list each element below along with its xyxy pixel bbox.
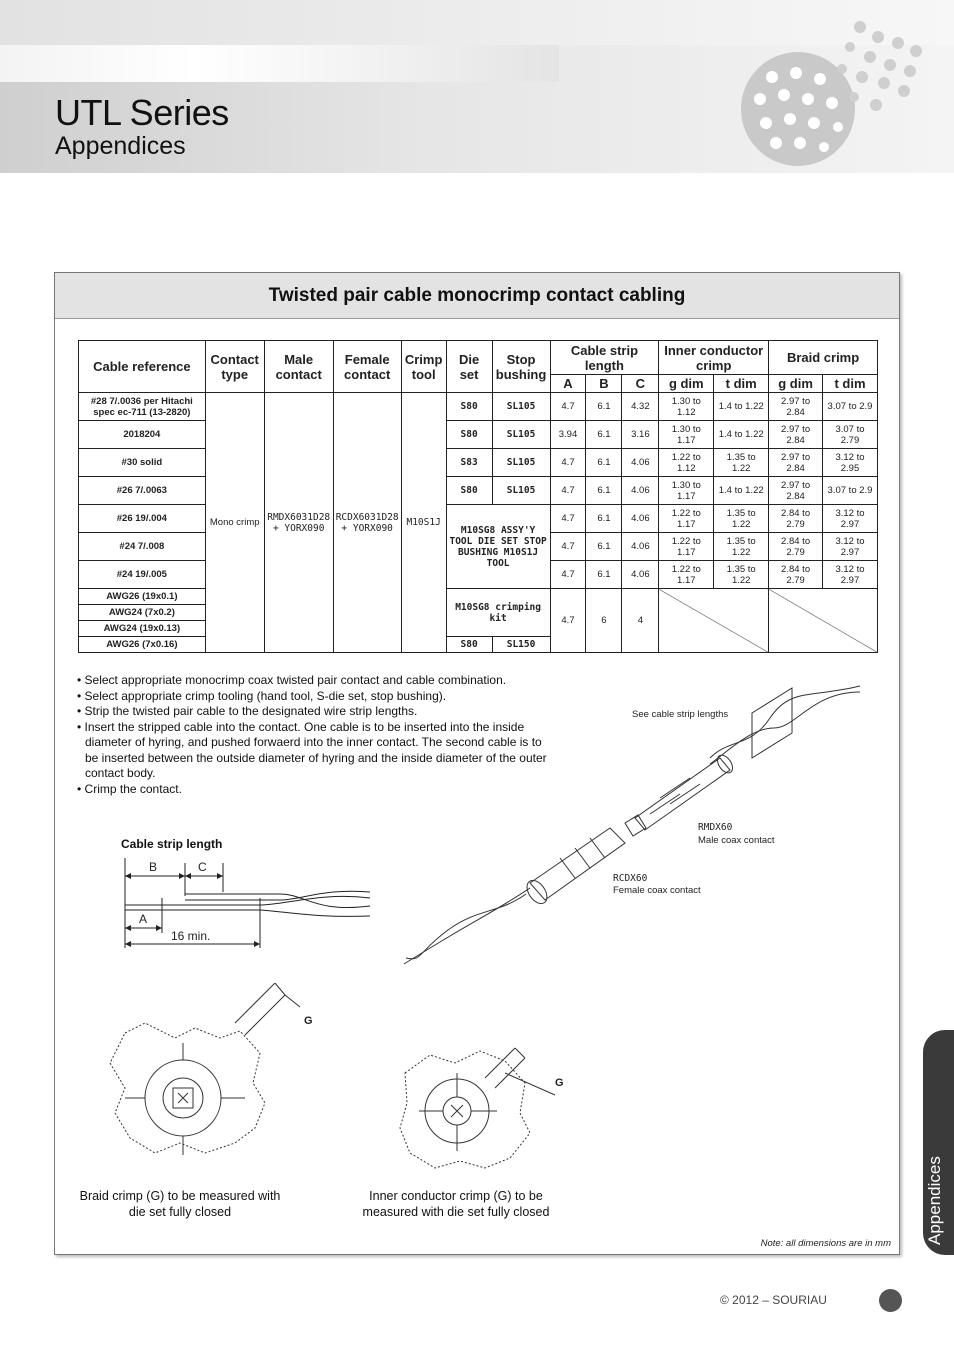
strip-a-cell: 4.7	[550, 589, 586, 653]
inner-crimp-na-cell	[659, 589, 769, 653]
col-die-set: Die set	[446, 341, 492, 393]
section-title: Appendices	[55, 132, 186, 160]
cable-ref-cell: #24 7/.008	[79, 533, 206, 561]
g-label-inner: G	[555, 1077, 564, 1089]
contact-type-cell: Mono crimp	[205, 393, 264, 653]
braid-g-cell: 2.97 to 2.84	[769, 477, 823, 505]
cable-ref-cell: AWG24 (7x0.2)	[79, 605, 206, 621]
strip-c-cell: 4.06	[622, 477, 659, 505]
stop-bushing-cell: SL105	[492, 449, 550, 477]
inner-g-cell: 1.22 to 1.17	[659, 533, 714, 561]
strip-a-cell: 4.7	[550, 477, 586, 505]
inner-g-cell: 1.30 to 1.17	[659, 421, 714, 449]
col-crimp-tool: Crimp tool	[401, 341, 446, 393]
strip-b-cell: 6.1	[586, 393, 622, 421]
list-item: • Insert the stripped cable into the contact. One cable is to be inserted into the inside diameter of hyring, and pushed forwaerd into the inner contact. The second cable is to be inserted between the outside diameter of hyring and the inside diameter of the outer contact body.	[77, 719, 547, 780]
col-inner-conductor-crimp: Inner conductor crimp	[659, 341, 769, 375]
col-female-contact: Female contact	[333, 341, 401, 393]
assy-tool-note: M10SG8 ASSY'Y TOOL DIE SET STOP BUSHING M10S1J TOOL	[446, 505, 550, 589]
braid-t-cell: 3.12 to 2.97	[823, 505, 878, 533]
col-inner-t-dim: t dim	[714, 375, 769, 393]
table-row	[79, 589, 878, 605]
copyright-footer: © 2012 – SOURIAU	[720, 1293, 827, 1307]
series-title: UTL Series	[55, 92, 229, 133]
inner-t-cell: 1.4 to 1.22	[714, 477, 769, 505]
cable-ref-cell: #26 7/.0063	[79, 477, 206, 505]
strip-a-cell: 3.94	[550, 421, 586, 449]
col-cable-reference: Cable reference	[79, 341, 206, 393]
braid-t-cell: 3.07 to 2.9	[823, 393, 878, 421]
braid-g-cell: 2.84 to 2.79	[769, 561, 823, 589]
col-a: A	[550, 375, 586, 393]
strip-b-cell: 6.1	[586, 421, 622, 449]
female-contact-cell: RCDX6031D28 + YORX090	[333, 393, 401, 653]
col-braid-crimp: Braid crimp	[769, 341, 878, 375]
cable-ref-cell: AWG24 (19x0.13)	[79, 621, 206, 637]
stop-bushing-cell: SL150	[492, 637, 550, 653]
strip-b-cell: 6.1	[586, 505, 622, 533]
inner-crimp-section	[385, 1033, 615, 1183]
col-braid-t-dim: t dim	[823, 375, 878, 393]
strip-c-cell: 4.06	[622, 505, 659, 533]
strip-a-cell: 4.7	[550, 561, 586, 589]
strip-length-callout: See cable strip lengths	[632, 709, 729, 720]
dim-b-label: B	[149, 860, 158, 874]
stop-bushing-cell: SL105	[492, 477, 550, 505]
strip-length-title: Cable strip length	[121, 837, 223, 851]
contact-assembly-drawing	[400, 678, 870, 968]
inner-t-cell: 1.35 to 1.22	[714, 533, 769, 561]
die-set-cell: S80	[446, 421, 492, 449]
female-contact-code: RCDX60	[613, 873, 648, 884]
page-marker-circle	[879, 1289, 902, 1312]
table-row	[79, 421, 878, 449]
inner-g-cell: 1.22 to 1.12	[659, 449, 714, 477]
braid-crimp-section	[85, 983, 325, 1173]
strip-a-cell: 4.7	[550, 449, 586, 477]
col-braid-g-dim: g dim	[769, 375, 823, 393]
cabling-table	[78, 340, 878, 653]
strip-b-cell: 6.1	[586, 477, 622, 505]
col-cable-strip-length: Cable strip length	[550, 341, 659, 375]
strip-c-cell: 4.32	[622, 393, 659, 421]
strip-c-cell: 3.16	[622, 421, 659, 449]
inner-t-cell: 1.4 to 1.22	[714, 393, 769, 421]
list-item: • Crimp the contact.	[77, 781, 182, 796]
inner-crimp-caption: Inner conductor crimp (G) to be measured with die set fully closed	[362, 1189, 550, 1219]
strip-a-cell: 4.7	[550, 505, 586, 533]
strip-b-cell: 6.1	[586, 561, 622, 589]
col-b: B	[586, 375, 622, 393]
cable-ref-cell: #28 7/.0036 per Hitachi spec ec-711 (13-2820)	[79, 393, 206, 421]
cable-ref-cell: #24 19/.005	[79, 561, 206, 589]
crimping-kit-note: M10SG8 crimping kit	[446, 589, 550, 637]
col-c: C	[622, 375, 659, 393]
braid-t-cell: 3.12 to 2.97	[823, 533, 878, 561]
list-item: • Select appropriate monocrimp coax twisted pair contact and cable combination.	[77, 673, 507, 687]
braid-t-cell: 3.12 to 2.97	[823, 561, 878, 589]
braid-g-cell: 2.97 to 2.84	[769, 449, 823, 477]
cable-ref-cell: #30 solid	[79, 449, 206, 477]
male-contact-desc: Male coax contact	[698, 835, 775, 846]
table-row	[79, 393, 878, 421]
braid-g-cell: 2.84 to 2.79	[769, 505, 823, 533]
cable-ref-cell: AWG26 (19x0.1)	[79, 589, 206, 605]
braid-crimp-caption: Braid crimp (G) to be measured with die set fully closed	[79, 1189, 281, 1219]
braid-crimp-na-cell	[769, 589, 878, 653]
braid-g-cell: 2.97 to 2.84	[769, 393, 823, 421]
col-inner-g-dim: g dim	[659, 375, 714, 393]
list-item: • Select appropriate crimp tooling (hand tool, S-die set, stop bushing).	[77, 688, 447, 703]
inner-t-cell: 1.35 to 1.22	[714, 449, 769, 477]
inner-t-cell: 1.35 to 1.22	[714, 561, 769, 589]
die-set-cell: S80	[446, 637, 492, 653]
strip-c-cell: 4.06	[622, 561, 659, 589]
inner-g-cell: 1.22 to 1.17	[659, 561, 714, 589]
strip-b-cell: 6.1	[586, 449, 622, 477]
strip-c-cell: 4	[622, 589, 659, 653]
list-item: • Strip the twisted pair cable to the designated wire strip lengths.	[77, 704, 418, 718]
braid-t-cell: 3.07 to 2.9	[823, 477, 878, 505]
side-tab-label: Appendices	[925, 1156, 944, 1245]
die-set-cell: S80	[446, 477, 492, 505]
braid-g-cell: 2.84 to 2.79	[769, 533, 823, 561]
male-contact-code: RMDX60	[698, 822, 733, 833]
table-row	[79, 477, 878, 505]
dim-c-label: C	[198, 860, 207, 874]
inner-t-cell: 1.4 to 1.22	[714, 421, 769, 449]
table-row	[79, 449, 878, 477]
female-contact-desc: Female coax contact	[613, 885, 701, 896]
col-contact-type: Contact type	[205, 341, 264, 393]
min-length-label: 16 min.	[171, 929, 211, 943]
dotted-circle-logo	[730, 15, 940, 175]
inner-g-cell: 1.22 to 1.17	[659, 505, 714, 533]
col-stop-bushing: Stop bushing	[492, 341, 550, 393]
header-band-light	[0, 45, 559, 82]
cabling-panel	[54, 272, 900, 1255]
crimp-tool-cell: M10S1J	[401, 393, 446, 653]
dim-a-label: A	[139, 912, 148, 926]
inner-t-cell: 1.35 to 1.22	[714, 505, 769, 533]
dimensions-note: Note: all dimensions are in mm	[760, 1238, 891, 1249]
die-set-cell: S80	[446, 393, 492, 421]
panel-title: Twisted pair cable monocrimp contact cabling	[55, 273, 899, 319]
cable-ref-cell: 2018204	[79, 421, 206, 449]
braid-g-cell: 2.97 to 2.84	[769, 421, 823, 449]
table-row	[79, 505, 878, 533]
strip-b-cell: 6	[586, 589, 622, 653]
inner-g-cell: 1.30 to 1.12	[659, 393, 714, 421]
strip-c-cell: 4.06	[622, 533, 659, 561]
die-set-cell: S83	[446, 449, 492, 477]
stop-bushing-cell: SL105	[492, 393, 550, 421]
inner-g-cell: 1.30 to 1.17	[659, 477, 714, 505]
g-label-braid: G	[304, 1015, 313, 1027]
col-male-contact: Male contact	[264, 341, 333, 393]
male-contact-cell: RMDX6031D28 + YORX090	[264, 393, 333, 653]
cable-ref-cell: AWG26 (7x0.16)	[79, 637, 206, 653]
strip-a-cell: 4.7	[550, 393, 586, 421]
cable-ref-cell: #26 19/.004	[79, 505, 206, 533]
strip-b-cell: 6.1	[586, 533, 622, 561]
stop-bushing-cell: SL105	[492, 421, 550, 449]
strip-a-cell: 4.7	[550, 533, 586, 561]
braid-t-cell: 3.12 to 2.95	[823, 449, 878, 477]
braid-t-cell: 3.07 to 2.79	[823, 421, 878, 449]
strip-c-cell: 4.06	[622, 449, 659, 477]
